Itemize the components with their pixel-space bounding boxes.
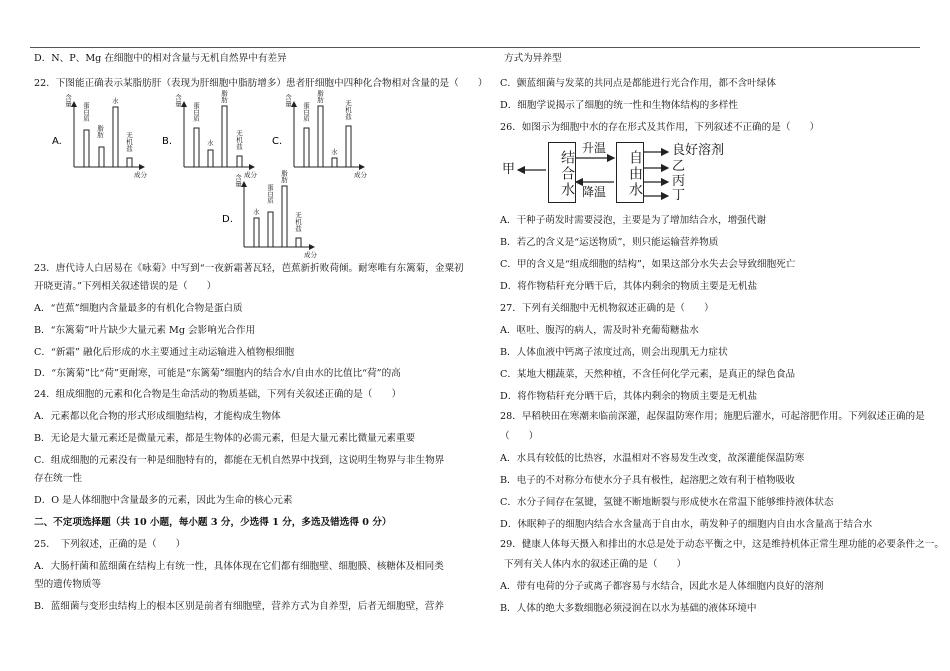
q27-option-b: B．人体血液中钙离子浓度过高，则会出现肌无力症状	[500, 347, 728, 358]
q29-stem-line2: 下列有关人体内水的叙述正确的是（ ）	[504, 559, 687, 570]
q24-option-b: B．无论是大量元素还是微量元素，都是生物体的必需元素，但是大量元素比微量元素重要	[34, 433, 416, 444]
chart-c-water-label: 水	[331, 148, 338, 156]
q24-option-c-line2: 存在统一性	[34, 473, 82, 484]
q23-stem-line2: 开晓更清。”下列相关叙述错误的是（ ）	[34, 281, 217, 292]
q26-stem: 26．如图示为细胞中水的存在形式及其作用，下列叙述不正确的是（ ）	[500, 122, 820, 133]
q23-option-d: D．“东篱菊”比“荷”更耐寒，可能是“东篱菊”细胞内的结合水/自由水的比值比“荷”的高	[34, 368, 401, 379]
chart-a-xlabel: 成分	[134, 171, 147, 179]
q29-option-b: B．人体的绝大多数细胞必须浸润在以水为基础的液体环境中	[500, 603, 757, 614]
q25-stem: 25． 下列叙述，正确的是（ ）	[34, 539, 186, 550]
chart-c-fat-label: 脂肪	[316, 90, 324, 103]
header-rule	[30, 47, 920, 48]
q24-option-c-line1: C．组成细胞的元素没有一种是细胞特有的，都能在无机自然界中找到，这说明生物界与非生物界	[34, 455, 445, 466]
q27-option-a: A．呕吐、腹泻的病人，需及时补充葡萄糖盐水	[500, 325, 699, 336]
q28-stem-line1: 28．早稻秧田在寒潮来临前深灌，起保温防寒作用；施肥后灌水，可起溶肥作用。下列叙述正确的是	[500, 411, 925, 422]
q24-option-a: A．元素都以化合物的形式形成细胞结构，才能构成生物体	[34, 411, 281, 422]
q21-option-d: D．N、P、Mg 在细胞中的相对含量与无机自然界中有差异	[34, 53, 287, 64]
chart-a-salt-label: 无机盐	[125, 132, 133, 152]
q26-option-a: A．干种子萌发时需要浸泡，主要是为了增加结合水，增强代谢	[500, 215, 766, 226]
chart-b-label: B.	[162, 136, 173, 147]
diagram-label-good-solvent: 良好溶剂	[672, 143, 725, 158]
q26-diagram-arrows	[500, 138, 790, 208]
chart-d-protein-label: 蛋白质	[266, 184, 274, 204]
chart-d-label: D.	[222, 214, 233, 225]
q29-stem-line1: 29．健康人体每天摄入和排出的水总是处于动态平衡之中，这是维持机体正常生理功能的必要条件之一。	[500, 539, 944, 550]
chart-c-protein-label: 蛋白质	[302, 102, 310, 122]
diagram-label-jia: 甲	[502, 162, 516, 177]
free-water-box: 自由水	[616, 142, 644, 203]
chart-a-ylabel: 含量	[64, 94, 72, 107]
q26-option-d: D．将作物秸秆充分晒干后，其体内剩余的物质主要是无机盐	[500, 281, 758, 292]
chart-b-water-label: 水	[207, 139, 214, 147]
chart-b-fat-label: 脂肪	[220, 90, 228, 103]
q28-stem-line2: （ ）	[500, 431, 539, 442]
q28-option-d: D．休眠种子的细胞内结合水含量高于自由水，萌发种子的细胞内自由水含量高于结合水	[500, 519, 873, 530]
chart-a-label: A.	[52, 136, 62, 147]
q23-option-b: B．“东篱菊”叶片缺少大量元素 Mg 会影响光合作用	[34, 325, 256, 336]
q24-stem: 24．组成细胞的元素和化合物是生命活动的物质基础，下列有关叙述正确的是（ ）	[34, 389, 402, 400]
chart-a-fat-label: 脂肪	[96, 125, 104, 138]
diagram-label-bing: 丙	[672, 174, 686, 189]
diagram-label-yi: 乙	[672, 159, 686, 174]
chart-c-xlabel: 成分	[354, 171, 367, 179]
q26-option-c: C．甲的含义是“组成细胞的结构”，如果这部分水失去会导致细胞死亡	[500, 259, 796, 270]
bound-water-box: 结合水	[548, 142, 576, 203]
chart-b-salt-label: 无机盐	[235, 130, 243, 150]
q27-stem: 27．下列有关细胞中无机物叙述正确的是（ ）	[500, 303, 714, 314]
q25-option-a-line1: A．大肠杆菌和蓝细菌在结构上有统一性，具体体现在它们都有细胞壁、细胞膜、核糖体及相同类	[34, 561, 444, 572]
q27-option-c: C．某地大棚蔬菜，天然种植，不含任何化学元素，是真正的绿色食品	[500, 369, 796, 380]
q24-option-d: D．O 是人体细胞中含量最多的元素，因此为生命的核心元素	[34, 495, 293, 506]
q23-stem-line1: 23．唐代诗人白居易在《咏菊》中写到“一夜新霜著瓦轻，芭蕉新折败荷倾。耐寒唯有东篱菊，金粟初	[34, 263, 464, 274]
q28-option-b: B．电子的不对称分布使水分子具有极性，起溶肥之效有利于植物吸收	[500, 475, 795, 486]
chart-a-water-label: 水	[112, 97, 119, 105]
q28-option-c: C．水分子间存在氢键，氢键不断地断裂与形成使水在常温下能够维持液体状态	[500, 497, 834, 508]
chart-b-ylabel: 含量	[174, 94, 182, 107]
q25-option-a-line2: 型的遗传物质等	[34, 579, 102, 590]
chart-d-xlabel: 成分	[304, 251, 317, 259]
diagram-label-ding: 丁	[672, 188, 686, 203]
q23-option-a: A．“芭蕉”细胞内含量最多的有机化合物是蛋白质	[34, 303, 243, 314]
chart-c-salt-label: 无机盐	[344, 100, 352, 120]
q29-option-a: A．带有电荷的分子或离子都容易与水结合，因此水是人体细胞内良好的溶剂	[500, 581, 824, 592]
chart-c-label: C.	[272, 136, 283, 147]
q28-option-a: A．水具有较低的比热容，水温相对不容易发生改变，故深灌能保温防寒	[500, 453, 805, 464]
q25-option-d: D．细胞学说揭示了细胞的统一性和生物体结构的多样性	[500, 100, 738, 111]
chart-d-salt-label: 无机盐	[294, 212, 302, 232]
q26-water-diagram	[500, 138, 916, 208]
diagram-label-heat-up: 升温	[582, 141, 607, 155]
chart-b-xlabel: 成分	[244, 171, 257, 179]
chart-d-ylabel: 含量	[234, 174, 242, 187]
diagram-label-cool-down: 降温	[582, 185, 607, 199]
q25-option-b-continued: 方式为异养型	[504, 53, 562, 64]
q26-option-b: B．若乙的含义是“运送物质”，则只能运输营养物质	[500, 237, 719, 248]
chart-d-water-label: 水	[253, 208, 260, 216]
chart-b-protein-label: 蛋白质	[192, 102, 200, 122]
section-2-heading: 二、不定项选择题（共 10 小题，每小题 3 分，少选得 1 分，多选及错选得 0 分）	[34, 517, 392, 528]
chart-d-fat-label: 脂肪	[280, 170, 288, 183]
q25-option-b: B．蓝细菌与变形虫结构上的根本区别是前者有细胞壁，营养方式为自养型，后者无细胞壁，营养	[34, 601, 444, 612]
q22-stem: 22．下图能正确表示某脂肪肝（表现为肝细胞中脂肪增多）患者肝细胞中四种化合物相对含量的是（ ）	[34, 78, 488, 89]
q25-option-c: C．颤蓝细菌与发菜的共同点是都能进行光合作用，都不含叶绿体	[500, 78, 776, 89]
chart-a-protein-label: 蛋白质	[82, 102, 90, 122]
q27-option-d: D．将作物秸秆充分晒干后，其体内剩余的物质主要是无机盐	[500, 391, 758, 402]
q23-option-c: C．“新霜” 融化后形成的水主要通过主动运输进入植物根细胞	[34, 347, 295, 358]
chart-text-overlay	[34, 92, 474, 262]
chart-c-ylabel: 含量	[284, 94, 292, 107]
